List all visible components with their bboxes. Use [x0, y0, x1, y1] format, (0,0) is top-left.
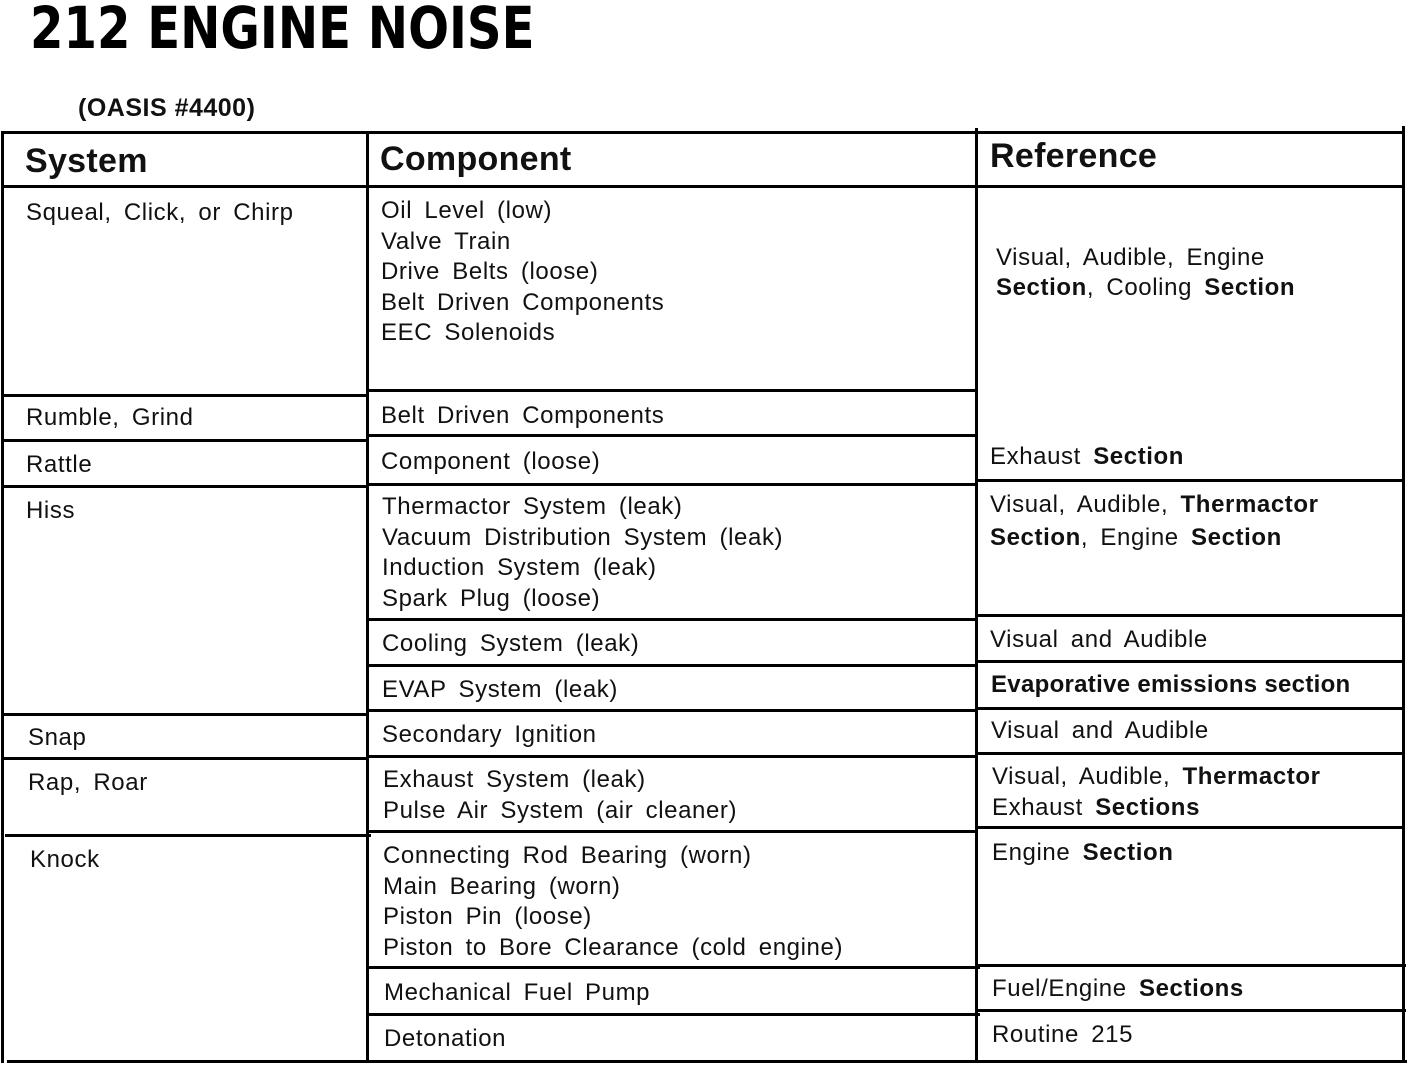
table-rule [976, 752, 1404, 755]
table-rule [366, 131, 369, 1063]
component-line: EEC Solenoids [381, 319, 556, 346]
reference-cell [990, 442, 1184, 472]
table-rule [368, 966, 980, 969]
reference-bold: Sections [1138, 975, 1244, 1002]
table-rule [1402, 126, 1405, 1060]
component-line: Exhaust System (leak) [383, 766, 646, 793]
component-line: Oil Level (low) [381, 197, 553, 224]
system-cell: Knock [30, 846, 100, 873]
table-rule [976, 826, 1404, 829]
reference-text: Exhaust [990, 443, 1094, 470]
reference-bold: Section [1082, 839, 1174, 866]
reference-bold: Section [1204, 274, 1296, 301]
table-rule [366, 664, 978, 667]
component-line: Piston Pin (loose) [383, 903, 592, 930]
component-cell: Component (loose) [381, 448, 601, 475]
component-line: Drive Belts (loose) [381, 258, 599, 285]
table-rule [366, 709, 978, 712]
table-rule [366, 483, 976, 486]
reference-line [992, 761, 1321, 792]
component-cell [383, 765, 737, 826]
reference-cell: Routine 215 [992, 1021, 1134, 1048]
table-rule [978, 1009, 1406, 1012]
table-rule [1, 485, 367, 488]
reference-cell [992, 838, 1174, 868]
component-cell: Secondary Ignition [382, 721, 597, 748]
header-system: System [25, 142, 148, 180]
header-reference: Reference [990, 137, 1158, 175]
table-rule [3, 713, 369, 716]
reference-text: Exhaust [992, 794, 1096, 821]
system-cell: Hiss [26, 497, 76, 524]
table-rule [366, 434, 976, 437]
component-line: Connecting Rod Bearing (worn) [383, 842, 752, 869]
table-rule [7, 1060, 1407, 1063]
table-rule [366, 830, 978, 833]
component-line: Thermactor System (leak) [382, 493, 683, 520]
component-cell: Mechanical Fuel Pump [384, 979, 651, 1006]
table-rule [978, 964, 1406, 967]
reference-bold: Thermactor [1180, 491, 1319, 518]
reference-text: , Engine [1080, 524, 1192, 551]
system-cell: Rap, Roar [28, 769, 148, 796]
reference-line [990, 521, 1319, 554]
reference-line [992, 792, 1321, 823]
reference-bold: Section [996, 274, 1087, 301]
component-cell [382, 492, 783, 614]
reference-line: Visual, Audible, Engine [996, 244, 1265, 271]
table-rule [976, 660, 1404, 663]
reference-cell: Visual and Audible [990, 626, 1208, 653]
reference-line [990, 488, 1319, 521]
component-cell [381, 196, 664, 349]
component-cell: EVAP System (leak) [382, 676, 618, 703]
reference-bold: Section [1093, 443, 1185, 470]
component-line: Induction System (leak) [382, 554, 657, 581]
table-rule [366, 389, 976, 392]
table-rule [368, 1013, 980, 1016]
component-line: Belt Driven Components [381, 288, 665, 316]
table-rule [1, 131, 1403, 134]
reference-bold: Section [1191, 524, 1282, 551]
reference-cell [992, 761, 1321, 823]
component-cell: Cooling System (leak) [382, 630, 640, 657]
component-cell [383, 841, 843, 963]
table-rule [366, 755, 978, 758]
component-line: Spark Plug (loose) [382, 584, 601, 612]
component-line: Main Bearing (worn) [383, 872, 621, 900]
table-rule [1, 394, 367, 397]
reference-line [996, 273, 1295, 303]
header-component: Component [380, 140, 572, 178]
page-title: 212 ENGINE NOISE [30, 0, 535, 62]
table-rule [975, 128, 978, 1061]
reference-cell: Evaporative emissions section [991, 671, 1351, 698]
table-rule [1, 131, 4, 1063]
table-rule [1, 439, 367, 442]
reference-text: , Cooling [1086, 274, 1205, 301]
reference-cell [990, 488, 1319, 554]
table-rule [976, 707, 1404, 710]
table-rule [3, 757, 369, 760]
component-cell: Detonation [384, 1025, 507, 1052]
reference-cell [996, 243, 1295, 303]
table-rule [976, 479, 1404, 482]
table-rule [976, 614, 1404, 617]
reference-cell: Visual and Audible [991, 717, 1209, 744]
reference-text: Visual, Audible, [992, 763, 1183, 790]
table-rule [5, 834, 371, 837]
system-cell: Snap [28, 724, 87, 751]
component-line: Vacuum Distribution System (leak) [382, 523, 784, 551]
reference-cell [992, 974, 1244, 1004]
page-subtitle: (OASIS #4400) [78, 94, 256, 122]
reference-text: Fuel/Engine [992, 975, 1139, 1002]
table-rule [1, 185, 1405, 188]
component-line: Valve Train [381, 227, 511, 255]
reference-bold: Section [990, 524, 1081, 551]
reference-bold: Thermactor [1182, 763, 1321, 790]
reference-bold: Sections [1095, 794, 1201, 821]
system-cell: Squeal, Click, or Chirp [26, 199, 294, 226]
component-cell: Belt Driven Components [381, 402, 665, 429]
reference-text: Engine [992, 839, 1083, 866]
system-cell: Rattle [26, 451, 93, 478]
component-line: Pulse Air System (air cleaner) [383, 796, 738, 824]
table-rule [366, 618, 978, 621]
component-line: Piston to Bore Clearance (cold engine) [383, 933, 844, 961]
system-cell: Rumble, Grind [26, 404, 194, 431]
reference-text: Visual, Audible, [990, 491, 1181, 518]
